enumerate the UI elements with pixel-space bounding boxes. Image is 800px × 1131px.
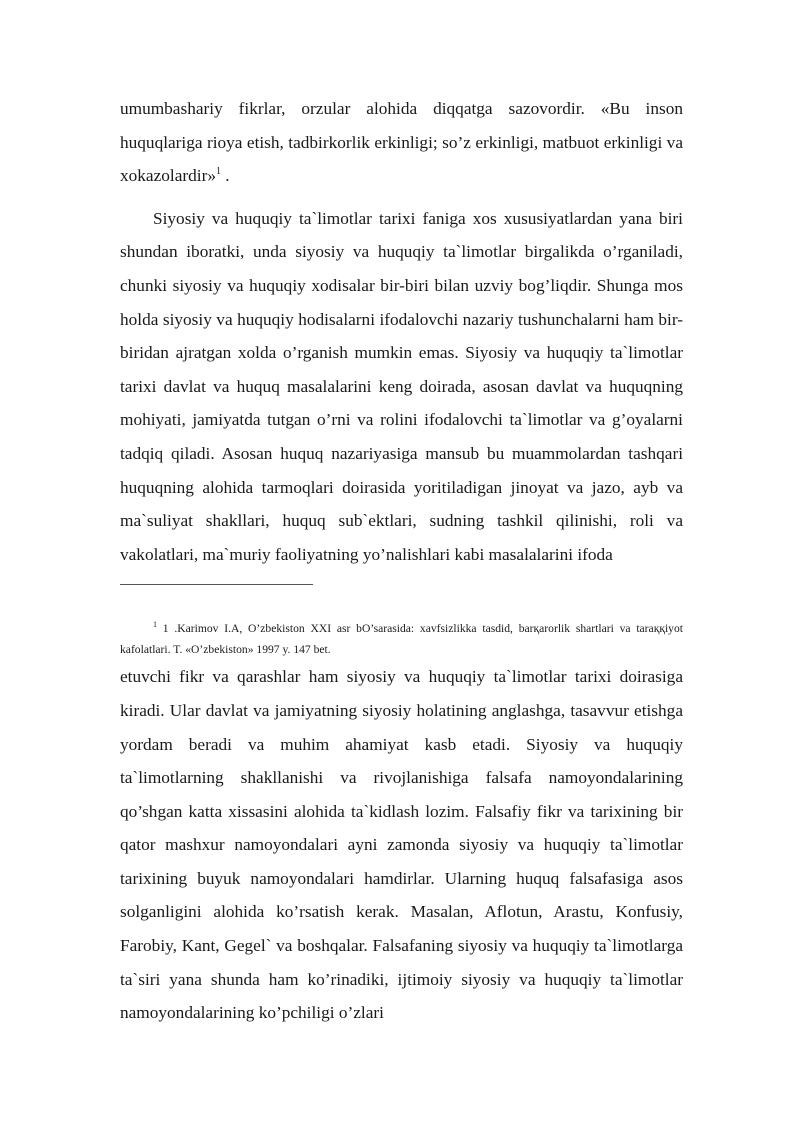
- footnote-text: 1 .Karimov I.A, O’zbekiston XXI asr bO’sarasida: xavfsizlikka tasdid, barқarorlik shartlari va taraққiyot kafolatlari. T. «O’zbekiston» 1997 y. 147 bet.: [120, 622, 683, 657]
- paragraph-1-end: .: [220, 166, 230, 186]
- paragraph-3: etuvchi fikr va qarashlar ham siyosiy va huquqiy ta`limotlar tarixi doirasiga kiradi. Ular davlat va jamiyatning siyosiy holatining anglashga, tasavvur etishga yordam beradi va muhim ahamiyat kasb etadi. Siyosiy va huquqiy ta`limotlarning shakllanishi va rivojlanishiga falsafa namoyondalarining qo’shgan katta xissasini alohida ta`kidlash lozim. Falsafiy fikr va tarixining bir qator mashxur namoyondalari ayni zamonda siyosiy va huquqiy ta`limotlar tarixining buyuk namoyondalari hamdirlar. Ularning huquq falsafasiga asos solganligini alohida ko’rsatish kerak. Masalan, Aflotun, Arastu, Konfusiy, Farobiy, Kant, Gegel` va boshqalar. Falsafaning siyosiy va huquqiy ta`limotlarga ta`siri yana shunda ham ko’rinadiki, ijtimoiy siyosiy va huquqiy ta`limotlar namoyondalarining ko’pchiligi o’zlari: [120, 667, 683, 1023]
- footnote: [120, 618, 683, 660]
- document-page: [120, 92, 683, 1030]
- paragraph-2: Siyosiy va huquqiy ta`limotlar tarixi faniga xos xususiyatlardan yana biri shundan iboratki, unda siyosiy va huquqiy ta`limotlar birgalikda o’rganiladi, chunki siyosiy va huquqiy xodisalar bir-biri bilan uzviy bog’liqdir. Shunga mos holda siyosiy va huquqiy hodisalarni ifodalovchi nazariy tushunchalarni ham bir-biridan ajratgan xolda o’rganish mumkin emas. Siyosiy va huquqiy ta`limotlar tarixi davlat va huquq masalalarini keng doirada, asosan davlat va huquqning mohiyati, jamiyatda tutgan o’rni va rolini ifodalovchi ta`limotlar va g’oyalarni tadqiq qiladi. Asosan huquq nazariyasiga mansub bu muammolardan tashqari huquqning alohida tarmoqlari doirasida yoritiladigan jinoyat va jazo, ayb va ma`suliyat shakllari, huquq sub`ektlari, sudning tashkil qilinishi, roli va vakolatlari, ma`muriy faoliyatning yo’nalishlari kabi masalalarini ifoda: [120, 208, 683, 564]
- paragraph-1-text: umumbashariy fikrlar, orzular alohida diqqatga sazovordir. «Bu inson huquqlariga rioya etish, tadbirkorlik erkinligi; so’z erkinligi, matbuot erkinligi va xokazolardir»: [120, 99, 683, 186]
- footnote-separator: [120, 584, 313, 585]
- footnote-marker: 1: [153, 620, 157, 630]
- paragraph-1: [120, 92, 683, 193]
- footnote-reference[interactable]: 1: [215, 166, 221, 178]
